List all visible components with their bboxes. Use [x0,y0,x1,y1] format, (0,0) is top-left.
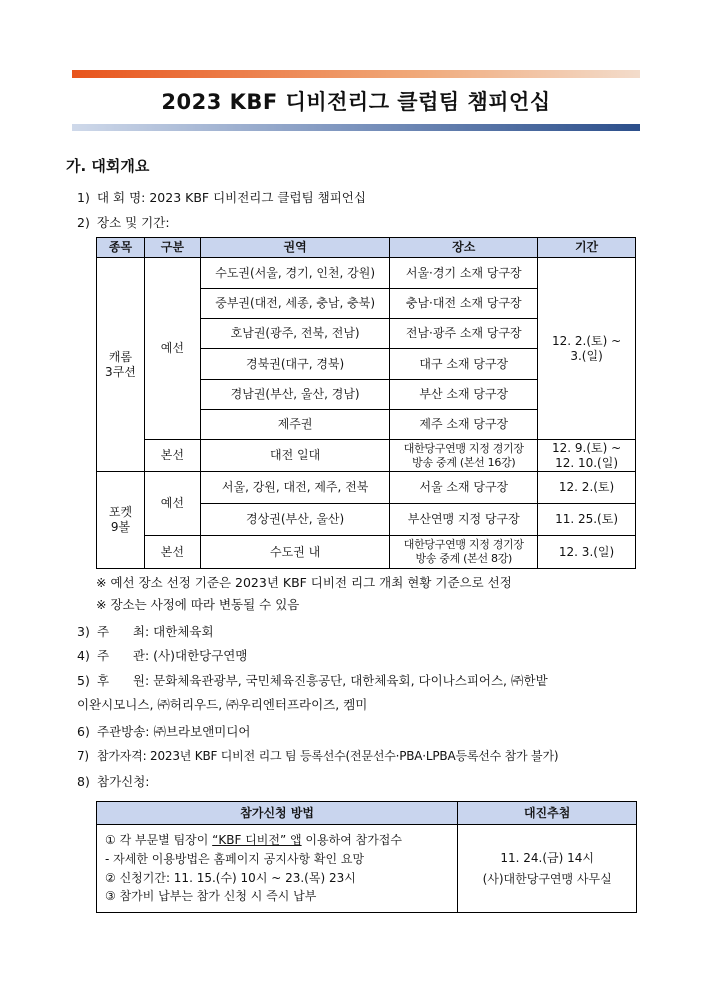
item-8: 8) 참가신청: [77,774,150,789]
apply-line-1: ① 각 부문별 팀장이 “KBF 디비전” 앱 이용하여 참가접수 [105,833,402,848]
header-event: 종목 [97,238,145,258]
table-row [97,440,636,472]
pocket-final: 본선 [144,536,200,569]
section-heading: 가. 대회개요 [66,157,150,175]
region-cell: 수도권(서울, 경기, 인천, 강원) [200,258,390,289]
header-division: 구분 [144,238,200,258]
item-7: 7) 참가자격: 2023년 KBF 디비전 리그 팀 등록선수(전문선수·PBA·LPBA등록선수 참가 불가) [77,749,559,763]
kbf-division-app-link: “KBF 디비전” 앱 [212,833,302,848]
region-cell: 제주권 [200,410,390,440]
region-cell: 경남권(부산, 울산, 경남) [200,380,390,410]
apply-line-2: - 자세한 이용방법은 홈페이지 공지사항 확인 요망 [105,851,365,866]
header-draw: 대진추첨 [458,802,637,825]
header-venue: 장소 [390,238,538,258]
application-table [96,801,637,913]
apply-method-cell [97,825,458,913]
header-region: 권역 [200,238,390,258]
apply-line-4: ③ 참가비 납부는 참가 신청 시 즉시 납부 [105,889,317,904]
header-apply-method: 참가신청 방법 [97,802,458,825]
event-carom: 캐롬 3쿠션 [97,258,145,472]
application-header-row [97,802,637,825]
region-cell: 경북권(대구, 경북) [200,349,390,380]
pocket-prelim: 예선 [144,472,200,536]
title-bar-top [72,70,640,78]
item-4: 4) 주 관: (사)대한당구연맹 [77,648,248,663]
draw-place: (사)대한당구연맹 사무실 [482,871,612,886]
carom-final: 본선 [144,440,200,472]
item-3: 3) 주 최: 대한체육회 [77,624,214,639]
region-cell: 중부권(대전, 세종, 충남, 충북) [200,289,390,319]
venue-cell: 부산 소재 당구장 [390,380,538,410]
item-5-continued: 이완시모니스, ㈜허리우드, ㈜우리엔터프라이즈, 켐미 [77,697,368,712]
carom-prelim: 예선 [144,258,200,440]
carom-final-period: 12. 9.(토) ~ 12. 10.(일) [538,440,636,472]
pocket-final-venue: 대한당구연맹 지정 경기장 방송 중계 (본선 8강) [390,536,538,569]
carom-final-region: 대전 일대 [200,440,390,472]
period-cell: 11. 25.(토) [538,504,636,536]
venue-cell: 대구 소재 당구장 [390,349,538,380]
region-cell: 경상권(부산, 울산) [200,504,390,536]
item-2: 2) 장소 및 기간: [77,215,170,230]
pocket-final-region: 수도권 내 [200,536,390,569]
venue-cell: 제주 소재 당구장 [390,410,538,440]
header-period: 기간 [538,238,636,258]
carom-prelim-period: 12. 2.(토) ~ 3.(일) [538,258,636,440]
table-row [97,258,636,289]
event-pocket: 포켓 9볼 [97,472,145,569]
venue-cell: 서울 소재 당구장 [390,472,538,504]
item-1: 1) 대 회 명: 2023 KBF 디비전리그 클럽팀 챔피언십 [77,190,366,205]
region-cell: 호남권(광주, 전북, 전남) [200,319,390,349]
period-cell: 12. 2.(토) [538,472,636,504]
table-row [97,536,636,569]
document-title: 2023 KBF 디비전리그 클럽팀 챔피언십 [161,90,551,114]
venue-cell: 충남·대전 소재 당구장 [390,289,538,319]
venue-cell: 부산연맹 지정 당구장 [390,504,538,536]
note-2: ※ 장소는 사정에 따라 변동될 수 있음 [96,597,300,612]
draw-date: 11. 24.(금) 14시 [500,851,594,866]
title-bar-bottom [72,124,640,131]
carom-final-venue: 대한당구연맹 지정 경기장 방송 중계 (본선 16강) [390,440,538,472]
venue-cell: 전남·광주 소재 당구장 [390,319,538,349]
draw-cell [458,825,637,913]
schedule-header-row [97,238,636,258]
region-cell: 서울, 강원, 대전, 제주, 전북 [200,472,390,504]
venue-cell: 서울·경기 소재 당구장 [390,258,538,289]
table-row [97,472,636,504]
note-1: ※ 예선 장소 선정 기준은 2023년 KBF 디비전 리그 개최 현황 기준으로 선정 [96,575,512,590]
item-6: 6) 주관방송: ㈜브라보앤미디어 [77,724,251,739]
apply-line-3: ② 신청기간: 11. 15.(수) 10시 ~ 23.(목) 23시 [105,870,356,885]
table-row [97,825,637,913]
item-5: 5) 후 원: 문화체육관광부, 국민체육진흥공단, 대한체육회, 다이나스피어스, ㈜한밭 [77,673,548,688]
schedule-table [96,237,636,569]
pocket-final-period: 12. 3.(일) [538,536,636,569]
